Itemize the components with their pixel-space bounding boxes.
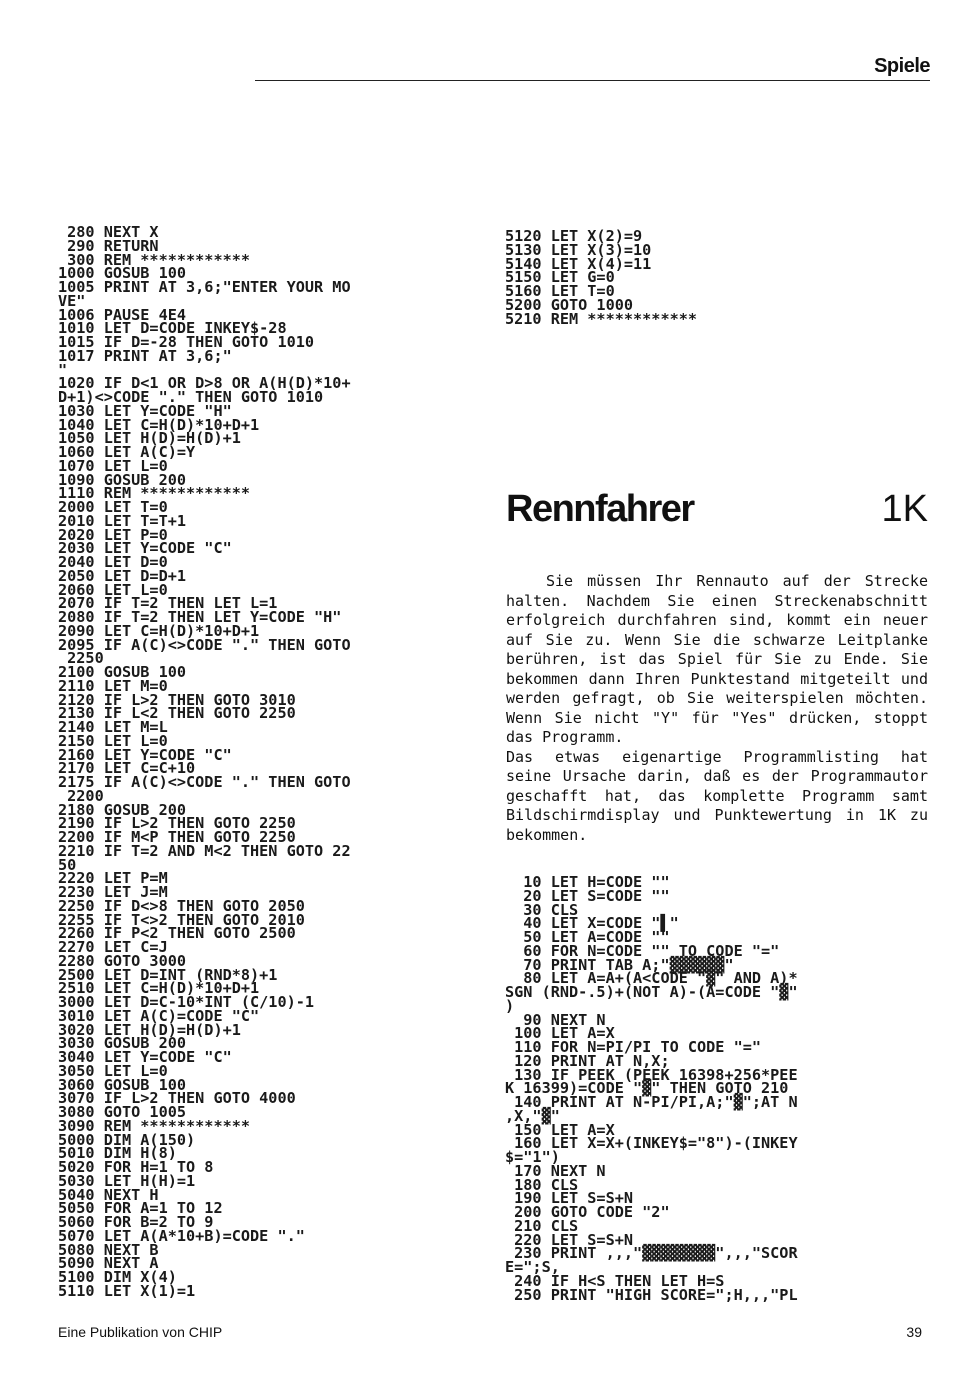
code-line: 2040 LET D=0 <box>58 553 168 571</box>
code-line: 2200 IF M<P THEN GOTO 2250 <box>58 828 296 846</box>
code-line: 5140 LET X(4)=11 <box>505 254 652 273</box>
code-line: 3000 LET D=C-10*INT (C/10)-1 <box>58 993 315 1011</box>
code-line: 3030 GOSUB 200 <box>58 1034 187 1053</box>
code-line: 2000 LET T=0 <box>58 498 168 516</box>
article-title: Rennfahrer <box>506 488 694 530</box>
code-line: 3080 GOTO 1005 <box>58 1103 187 1121</box>
code-line: 2070 IF T=2 THEN LET L=1 <box>58 594 278 613</box>
code-line: 90 NEXT N <box>505 1010 606 1029</box>
code-line: VE" <box>58 291 86 310</box>
code-line: E=";S, <box>505 1258 560 1276</box>
code-line: 2150 LET L=0 <box>58 731 168 750</box>
code-line: 1110 REM ************ <box>58 484 251 503</box>
code-line: 3020 LET H(D)=H(D)+1 <box>58 1020 241 1039</box>
code-line: 5060 FOR B=2 TO 9 <box>58 1213 214 1231</box>
code-line: 3010 LET A(C)=CODE "C" <box>58 1006 260 1025</box>
code-line: 2250 IF D<>8 THEN GOTO 2050 <box>58 896 305 915</box>
code-line: 280 NEXT X <box>58 223 159 241</box>
code-line: 3040 LET Y=CODE "C" <box>58 1048 232 1066</box>
header-rule <box>255 80 930 81</box>
code-listing-left <box>58 223 351 1300</box>
code-line: 2050 LET D=D+1 <box>58 566 187 585</box>
code-line: 1070 LET L=0 <box>58 456 168 475</box>
code-line: 1015 IF D=-28 THEN GOTO 1010 <box>58 333 315 351</box>
code-line: SGN (RND-.5)+(NOT A)-(A=CODE "▓" <box>505 983 798 1001</box>
code-line: 20 LET S=CODE "" <box>505 886 670 905</box>
code-line: 5090 NEXT A <box>58 1254 159 1273</box>
code-line: 10 LET H=CODE "" <box>505 873 670 891</box>
code-listing-right-top <box>505 227 698 328</box>
code-line: 5130 LET X(3)=10 <box>505 240 652 259</box>
code-line: 2080 IF T=2 THEN LET Y=CODE "H" <box>58 608 342 626</box>
code-line: 2280 GOTO 3000 <box>58 951 187 970</box>
code-line: $="1") <box>505 1148 560 1166</box>
code-line: 210 CLS <box>505 1216 579 1235</box>
code-line: 2180 GOSUB 200 <box>58 800 187 819</box>
code-line: 5040 NEXT H <box>58 1185 159 1204</box>
code-line: 2120 IF L>2 THEN GOTO 3010 <box>58 690 296 709</box>
code-line: 130 IF PEEK (PEEK 16398+256*PEE <box>505 1065 798 1084</box>
code-line: 2010 LET T=T+1 <box>58 511 187 530</box>
code-line: 180 CLS <box>505 1175 579 1194</box>
code-line: 30 CLS <box>505 900 579 919</box>
code-line: 70 PRINT TAB A;"▓▓▓▓▓▓" <box>505 955 734 974</box>
code-line: 2210 IF T=2 AND M<2 THEN GOTO 22 <box>58 841 351 860</box>
code-line: 40 LET X=CODE "▌" <box>505 914 679 933</box>
code-line: 120 PRINT AT N,X; <box>505 1051 670 1070</box>
code-line: 80 LET A=A+(A<CODE "▓" AND A)* <box>505 969 798 988</box>
article-body <box>506 572 928 845</box>
code-line: 5150 LET G=0 <box>505 268 615 287</box>
code-line: 2190 IF L>2 THEN GOTO 2250 <box>58 814 296 833</box>
code-line: 1010 LET D=CODE INKEY$-28 <box>58 319 287 338</box>
code-line: 3050 LET L=0 <box>58 1061 168 1080</box>
code-line: 2255 IF T<>2 THEN GOTO 2010 <box>58 910 305 929</box>
code-line: 2130 IF L<2 THEN GOTO 2250 <box>58 704 296 723</box>
code-line: 5160 LET T=0 <box>505 282 615 300</box>
article-paragraph: Das etwas eigenartige Programmlisting hat seine Ursache darin, daß es der Programmautor geschafft hat, das komplette Programm samt Bildschirmdisplay und Punktewertung in 1K zu bekommen. <box>506 747 928 844</box>
code-line: 2250 <box>58 649 104 668</box>
code-line: 5010 DIM H(8) <box>58 1144 177 1163</box>
code-line: 290 RETURN <box>58 236 159 255</box>
code-line: 2090 LET C=H(D)*10+D+1 <box>58 621 260 640</box>
code-line: 300 REM ************ <box>58 250 251 269</box>
code-line: 1020 IF D<1 OR D>8 OR A(H(D)*10+ <box>58 374 351 393</box>
code-line: 5020 FOR H=1 TO 8 <box>58 1158 214 1176</box>
code-line: ) <box>505 996 515 1015</box>
code-line: 1090 GOSUB 200 <box>58 470 187 489</box>
code-line: 5030 LET H(H)=1 <box>58 1171 196 1190</box>
code-line: 1050 LET H(D)=H(D)+1 <box>58 429 241 448</box>
article-paragraph: Sie müssen Ihr Rennauto auf der Strecke halten. Nachdem Sie einen Streckenabschnitt erfolgreich durchfahren sind, kommt ein neuer auf Sie zu. Wenn Sie die schwarze Leitplanke berühren, ist das Spiel für Sie zu Ende. Sie bekommen dann Ihren Punktestand mitgeteilt und werden gefragt, ob Sie weiterspielen möchten. Wenn Sie nicht "Y" für "Yes" drücken, stoppt das Programm. <box>506 572 928 746</box>
section-label: Spiele <box>874 55 930 77</box>
code-line: 2110 LET M=0 <box>58 676 168 695</box>
code-line: 2500 LET D=INT (RND*8)+1 <box>58 965 278 984</box>
code-line: " <box>58 360 68 379</box>
code-line: 190 LET S=S+N <box>505 1189 634 1208</box>
code-line: 220 LET S=S+N <box>505 1230 634 1249</box>
code-line: 170 NEXT N <box>505 1161 606 1180</box>
code-line: 2230 LET J=M <box>58 883 168 901</box>
code-line: D+1)<>CODE "." THEN GOTO 1010 <box>58 388 324 406</box>
code-line: 250 PRINT "HIGH SCORE=";H,,,"PL <box>505 1285 798 1304</box>
code-line: 3060 GOSUB 100 <box>58 1075 187 1094</box>
code-line: 100 LET A=X <box>505 1024 615 1043</box>
code-line: 5200 GOTO 1000 <box>505 295 634 314</box>
code-line: 5110 LET X(1)=1 <box>58 1281 196 1300</box>
code-line: 2200 <box>58 786 104 805</box>
code-line: 5070 LET A(A*10+B)=CODE "." <box>58 1226 305 1245</box>
code-line: 2030 LET Y=CODE "C" <box>58 539 232 558</box>
code-line: 1040 LET C=H(D)*10+D+1 <box>58 415 260 434</box>
code-line: 2175 IF A(C)<>CODE "." THEN GOTO <box>58 773 351 791</box>
code-line: 1000 GOSUB 100 <box>58 264 187 283</box>
code-line: 2510 LET C=H(D)*10+D+1 <box>58 979 260 998</box>
code-line: 5080 NEXT B <box>58 1240 159 1259</box>
code-line: 200 GOTO CODE "2" <box>505 1203 670 1221</box>
code-line: 5100 DIM X(4) <box>58 1268 177 1286</box>
code-line: 240 IF H<S THEN LET H=S <box>505 1271 725 1290</box>
code-line: 5000 DIM A(150) <box>58 1130 196 1149</box>
code-line: 2270 LET C=J <box>58 938 168 956</box>
code-line: 110 FOR N=PI/PI TO CODE "=" <box>505 1038 762 1056</box>
code-line: 2020 LET P=0 <box>58 525 168 544</box>
code-line: 2260 IF P<2 THEN GOTO 2500 <box>58 924 296 943</box>
code-line: 1060 LET A(C)=Y <box>58 443 196 461</box>
footer-page-number: 39 <box>906 1324 922 1340</box>
code-line: 2170 LET C=C+10 <box>58 759 196 778</box>
code-line: 5120 LET X(2)=9 <box>505 227 643 245</box>
code-line: 50 LET A=CODE "" <box>505 928 670 946</box>
code-line: 2160 LET Y=CODE "C" <box>58 745 232 764</box>
code-line: 1017 PRINT AT 3,6;" <box>58 346 232 365</box>
code-line: 2140 LET M=L <box>58 718 168 736</box>
code-line: 3090 REM ************ <box>58 1116 251 1135</box>
code-line: 2220 LET P=M <box>58 869 168 888</box>
code-line: 2100 GOSUB 100 <box>58 663 187 681</box>
code-line: 5210 REM ************ <box>505 309 698 328</box>
code-line: 50 <box>58 855 77 874</box>
footer-publisher: Eine Publikation von CHIP <box>58 1324 223 1340</box>
code-line: 3070 IF L>2 THEN GOTO 4000 <box>58 1089 296 1108</box>
article-size-badge: 1K <box>881 488 928 530</box>
code-line: 160 LET X=X+(INKEY$="8")-(INKEY <box>505 1134 798 1153</box>
code-line: 1005 PRINT AT 3,6;"ENTER YOUR MO <box>58 278 351 296</box>
code-line: 140 PRINT AT N-PI/PI,A;"▓";AT N <box>505 1093 798 1111</box>
code-listing-right-bottom <box>505 873 798 1304</box>
code-line: 60 FOR N=CODE "" TO CODE "=" <box>505 941 780 960</box>
code-line: K 16399)=CODE "▓" THEN GOTO 210 <box>505 1079 789 1098</box>
code-line: 5050 FOR A=1 TO 12 <box>58 1199 223 1218</box>
code-line: ,X,"▓" <box>505 1106 560 1125</box>
code-line: 2095 IF A(C)<>CODE "." THEN GOTO <box>58 635 351 654</box>
code-line: 2060 LET L=0 <box>58 580 168 599</box>
code-line: 1006 PAUSE 4E4 <box>58 305 187 324</box>
code-line: 230 PRINT ,,,"▓▓▓▓▓▓▓▓",,,"SCOR <box>505 1244 798 1263</box>
code-line: 150 LET A=X <box>505 1120 615 1139</box>
code-line: 1030 LET Y=CODE "H" <box>58 401 232 420</box>
